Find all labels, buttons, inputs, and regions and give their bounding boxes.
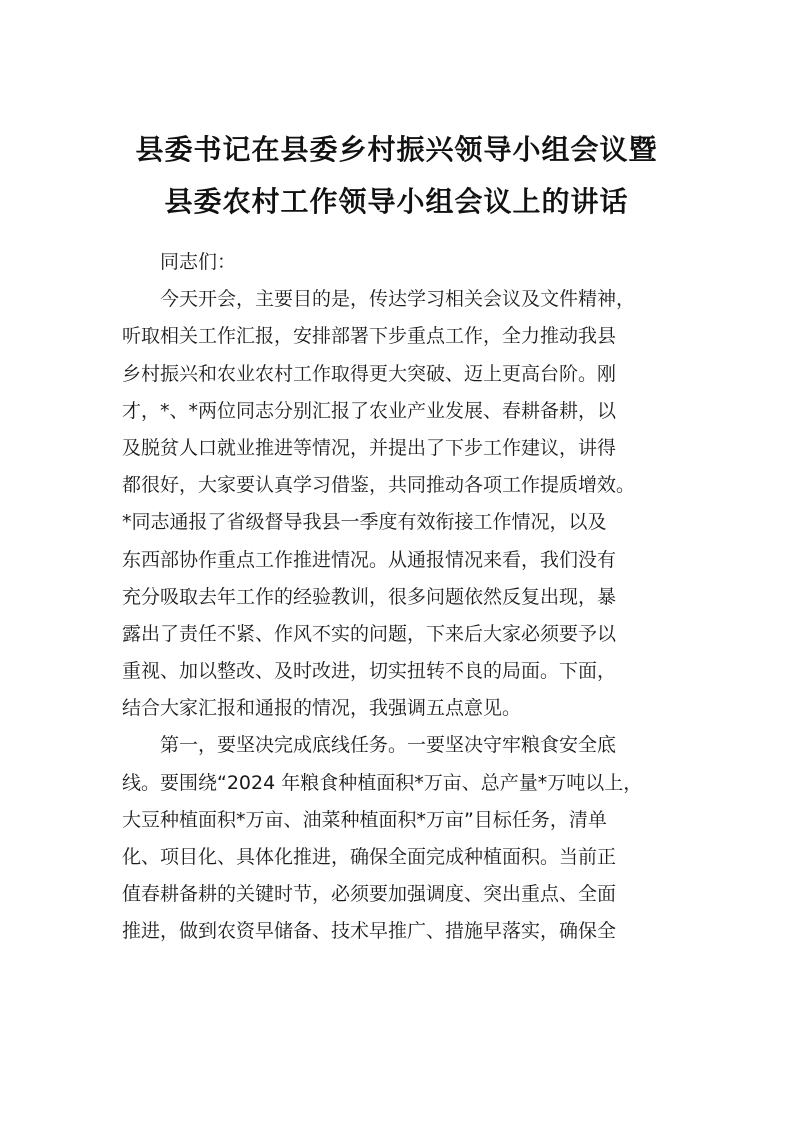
body-line: 都很好，大家要认真学习借鉴，共同推动各项工作提质增效。 — [122, 474, 636, 497]
title-line-2: 县委农村工作领导小组会议上的讲话 — [164, 185, 629, 218]
body-line: 结合大家汇报和通报的情况，我强调五点意见。 — [122, 697, 522, 720]
body-line: 充分吸取去年工作的经验教训，很多问题依然反复出现，暴 — [122, 585, 617, 608]
body-line: 化、项目化、具体化推进，确保全面完成种植面积。当前正 — [122, 846, 617, 868]
document-title — [100, 124, 693, 228]
body-line: 同志们： — [122, 251, 237, 273]
body-line: 及脱贫人口就业推进等情况，并提出了下步工作建议，讲得 — [122, 436, 617, 459]
body-line: 才，*、*两位同志分别汇报了农业产业发展、春耕备耕，以 — [122, 399, 617, 422]
body-line: 重视、加以整改、及时改进，切实扭转不良的局面。下面， — [122, 660, 617, 683]
body-line: 大豆种植面积*万亩、油菜种植面积*万亩”目标任务，清单 — [122, 808, 607, 831]
document-body — [122, 244, 682, 951]
body-line: 东西部协作重点工作推进情况。从通报情况来看，我们没有 — [122, 548, 617, 571]
body-line: 听取相关工作汇报，安排部署下步重点工作，全力推动我县 — [122, 325, 617, 348]
title-line-1: 县委书记在县委乡村振兴领导小组会议暨 — [135, 133, 658, 166]
body-line: 乡村振兴和农业农村工作取得更大突破、迈上更高台阶。刚 — [122, 362, 617, 385]
body-line: 值春耕备耕的关键时节，必须要加强调度、突出重点、全面 — [122, 883, 617, 906]
body-line: 今天开会，主要目的是，传达学习相关会议及文件精神， — [122, 288, 636, 311]
body-line: 推进，做到农资早储备、技术早推广、措施早落实，确保全 — [122, 920, 617, 943]
body-line: 线。要围绕“2024 年粮食种植面积*万亩、总产量*万吨以上， — [122, 771, 643, 794]
body-line: *同志通报了省级督导我县一季度有效衔接工作情况，以及 — [122, 511, 607, 534]
body-line: 露出了责任不紧、作风不实的问题，下来后大家必须要予以 — [122, 622, 617, 645]
body-line: 第一，要坚决完成底线任务。一要坚决守牢粮食安全底 — [122, 734, 617, 757]
